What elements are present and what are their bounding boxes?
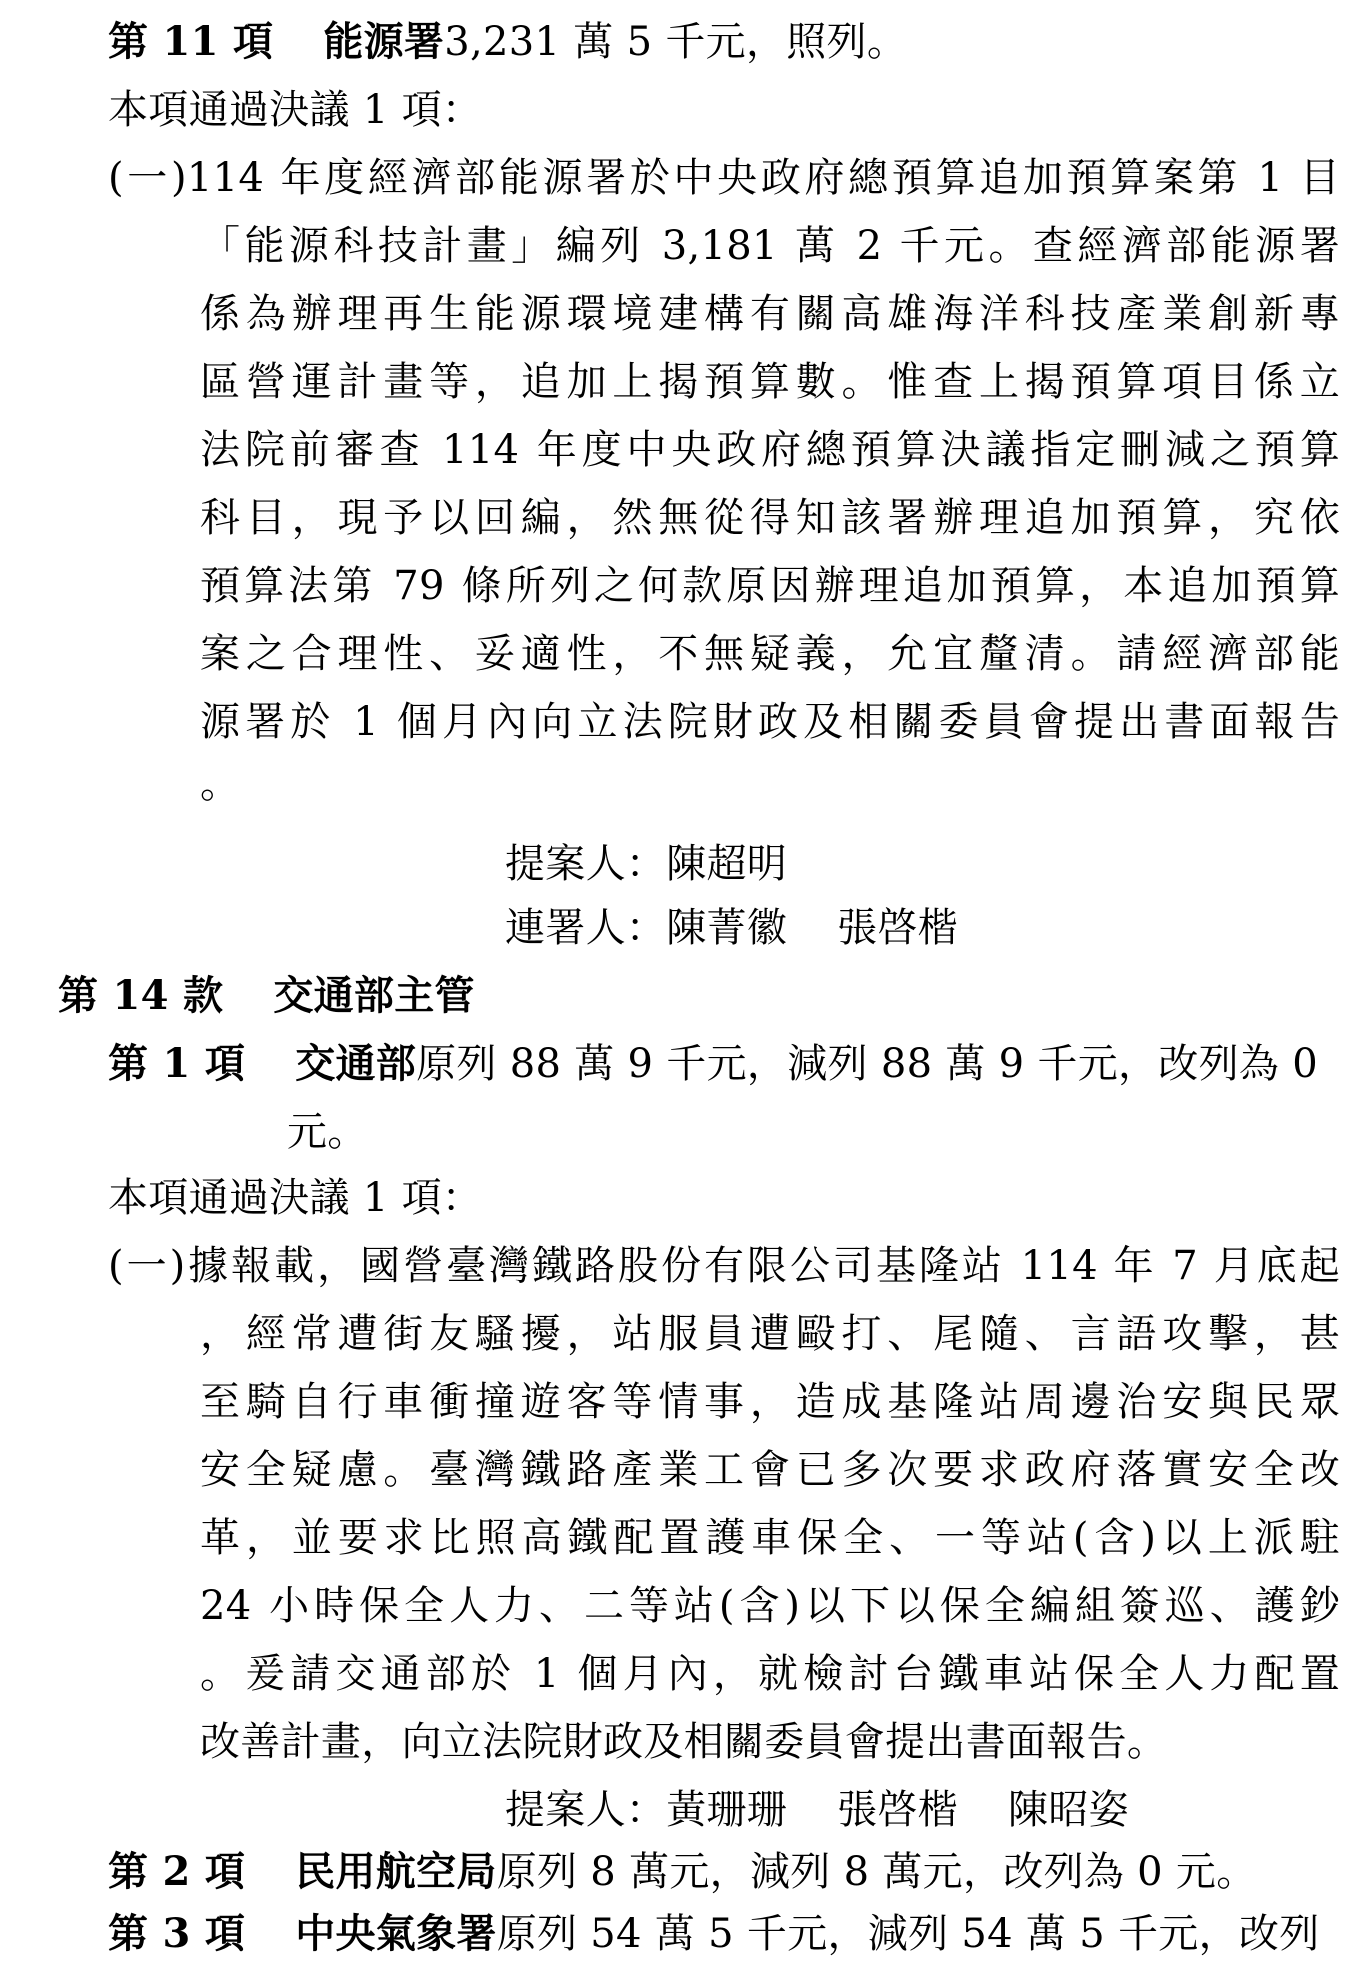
item-1-amount: 原列 88 萬 9 千元，減列 88 萬 9 千元，改列為 0 xyxy=(416,1041,1318,1087)
item-2-heading xyxy=(108,1846,1257,1898)
item-3-name: 中央氣象署 xyxy=(295,1910,497,1957)
transport-para-line-7: 。爰請交通部於 1 個月內，就檢討台鐵車站保全人力配置 xyxy=(200,1651,1340,1697)
item-11-heading xyxy=(108,16,907,68)
cosigner-name-1: 陳菁徽 xyxy=(666,905,788,951)
proposer-label-2: 提案人： xyxy=(505,1787,667,1833)
cosigner-label: 連署人： xyxy=(505,905,667,951)
item-3-amount: 原列 54 萬 5 千元，減列 54 萬 5 千元，改列 xyxy=(496,1911,1320,1957)
transport-para-line-4: 安全疑慮。臺灣鐵路產業工會已多次要求政府落實安全改 xyxy=(200,1447,1340,1493)
item-3-label: 第 3 項 xyxy=(108,1910,246,1957)
transport-para-line-1: (一)據報載，國營臺灣鐵路股份有限公司基隆站 114 年 7 月底起 xyxy=(108,1243,1340,1289)
item-1-amount-cont: 元。 xyxy=(287,1109,368,1155)
item-2-label: 第 2 項 xyxy=(108,1848,246,1895)
item-11-label: 第 11 項 xyxy=(108,18,274,65)
proposer-label: 提案人： xyxy=(505,841,667,887)
transport-para-line-2: ，經常遭街友騷擾，站服員遭毆打、尾隨、言語攻擊，甚 xyxy=(200,1311,1340,1357)
cosigner-name-2: 張啓楷 xyxy=(837,905,959,951)
item-1-name: 交通部 xyxy=(295,1040,417,1087)
item-2-amount: 原列 8 萬元，減列 8 萬元，改列為 0 元。 xyxy=(496,1849,1257,1895)
energy-para-line-5: 法院前審查 114 年度中央政府總預算決議指定刪減之預算 xyxy=(200,427,1340,473)
energy-para-line-9: 源署於 1 個月內向立法院財政及相關委員會提出書面報告 xyxy=(200,699,1340,745)
section-14-label: 第 14 款 xyxy=(58,972,224,1019)
resolution-intro-1: 本項通過決議 1 項： xyxy=(108,87,483,133)
energy-cosigners xyxy=(505,902,958,954)
item-1-heading xyxy=(108,1038,1340,1090)
transport-para-line-8: 改善計畫，向立法院財政及相關委員會提出書面報告。 xyxy=(200,1719,1168,1765)
item-3-heading xyxy=(108,1908,1320,1960)
proposer-name-3: 陳昭姿 xyxy=(1008,1787,1129,1833)
item-1-label: 第 1 項 xyxy=(108,1040,246,1087)
section-14-name: 交通部主管 xyxy=(273,972,475,1019)
energy-para-line-10: 。 xyxy=(200,761,241,807)
energy-proposer xyxy=(505,838,787,890)
energy-para-line-2: 「能源科技計畫」編列 3,181 萬 2 千元。查經濟部能源署 xyxy=(200,223,1340,269)
energy-para-line-4: 區營運計畫等，追加上揭預算數。惟查上揭預算項目係立 xyxy=(200,359,1340,405)
energy-para-line-3: 係為辦理再生能源環境建構有關高雄海洋科技產業創新專 xyxy=(200,291,1340,337)
energy-para-line-7: 預算法第 79 條所列之何款原因辦理追加預算，本追加預算 xyxy=(200,563,1340,609)
item-11-name: 能源署 xyxy=(323,18,445,65)
energy-para-line-8: 案之合理性、妥適性，不無疑義，允宜釐清。請經濟部能 xyxy=(200,631,1340,677)
proposer-name: 陳超明 xyxy=(666,841,788,887)
transport-para-line-5: 革，並要求比照高鐵配置護車保全、一等站(含)以上派駐 xyxy=(200,1515,1340,1561)
energy-para-line-1: (一)114 年度經濟部能源署於中央政府總預算追加預算案第 1 目 xyxy=(108,155,1340,201)
item-2-name: 民用航空局 xyxy=(295,1848,497,1895)
transport-para-line-6: 24 小時保全人力、二等站(含)以下以保全編組簽巡、護鈔 xyxy=(200,1583,1340,1629)
energy-para-line-6: 科目，現予以回編，然無從得知該署辦理追加預算，究依 xyxy=(200,495,1340,541)
item-11-amount: 3,231 萬 5 千元，照列。 xyxy=(444,19,908,65)
section-14-heading xyxy=(58,970,475,1022)
proposer-name-1: 黃珊珊 xyxy=(666,1787,788,1833)
resolution-intro-2: 本項通過決議 1 項： xyxy=(108,1175,483,1221)
transport-proposers xyxy=(505,1784,1129,1836)
transport-para-line-3: 至騎自行車衝撞遊客等情事，造成基隆站周邊治安與民眾 xyxy=(200,1379,1340,1425)
proposer-name-2: 張啓楷 xyxy=(837,1787,959,1833)
